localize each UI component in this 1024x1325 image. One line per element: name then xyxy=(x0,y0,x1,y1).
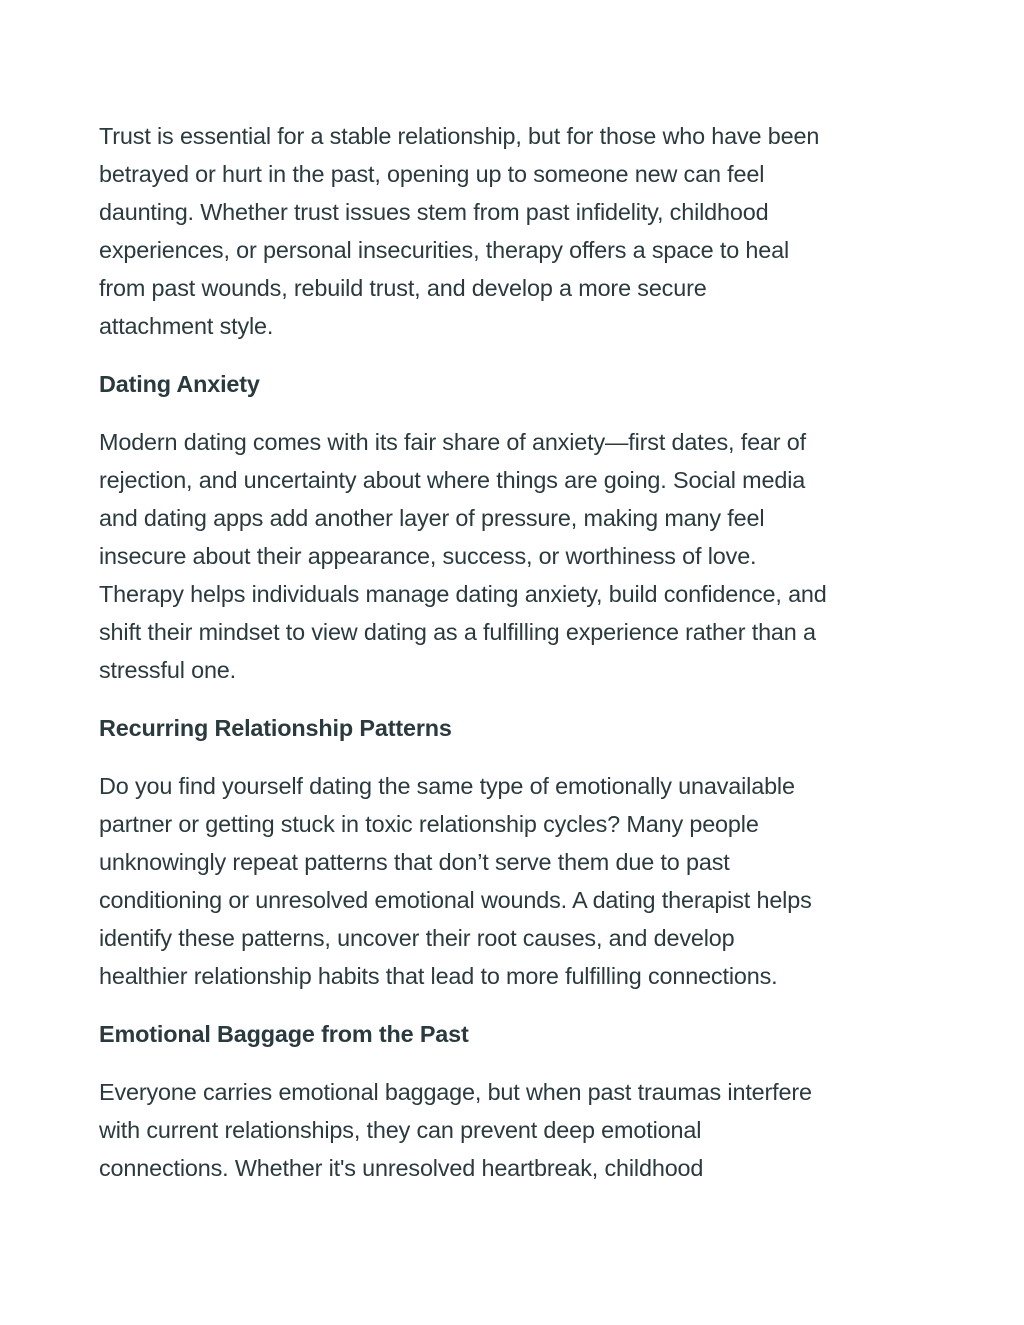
text-line: conditioning or unresolved emotional wounds. A dating therapist helps xyxy=(99,887,812,913)
text-line: from past wounds, rebuild trust, and develop a more secure xyxy=(99,275,707,301)
text-line: stressful one. xyxy=(99,657,237,683)
text-line: Trust is essential for a stable relationship, but for those who have been xyxy=(99,123,820,149)
text-line: Modern dating comes with its fair share of anxiety—first dates, fear of xyxy=(99,429,806,455)
text-line: partner or getting stuck in toxic relationship cycles? Many people xyxy=(99,811,759,837)
paragraph-recurring-patterns xyxy=(99,767,929,995)
text-line: Do you find yourself dating the same type of emotionally unavailable xyxy=(99,773,795,799)
text-line: Therapy helps individuals manage dating anxiety, build confidence, and xyxy=(99,581,827,607)
text-line: betrayed or hurt in the past, opening up to someone new can feel xyxy=(99,161,765,187)
text-line: and dating apps add another layer of pressure, making many feel xyxy=(99,505,765,531)
text-line: unknowingly repeat patterns that don’t serve them due to past xyxy=(99,849,730,875)
text-line: experiences, or personal insecurities, therapy offers a space to heal xyxy=(99,237,790,263)
text-line: insecure about their appearance, success, or worthiness of love. xyxy=(99,543,757,569)
text-line: with current relationships, they can prevent deep emotional xyxy=(99,1117,702,1143)
heading-recurring-patterns: Recurring Relationship Patterns xyxy=(99,715,452,741)
paragraph-dating-anxiety xyxy=(99,423,929,689)
text-line: shift their mindset to view dating as a fulfilling experience rather than a xyxy=(99,619,816,645)
heading-dating-anxiety: Dating Anxiety xyxy=(99,371,260,397)
text-line: daunting. Whether trust issues stem from past infidelity, childhood xyxy=(99,199,769,225)
paragraph-emotional-baggage xyxy=(99,1073,929,1187)
paragraph-trust xyxy=(99,117,929,345)
text-line: identify these patterns, uncover their root causes, and develop xyxy=(99,925,735,951)
text-line: healthier relationship habits that lead to more fulfilling connections. xyxy=(99,963,778,989)
text-line: attachment style. xyxy=(99,313,274,339)
document-page xyxy=(99,117,929,1187)
heading-emotional-baggage: Emotional Baggage from the Past xyxy=(99,1021,469,1047)
text-line: connections. Whether it's unresolved heartbreak, childhood xyxy=(99,1155,704,1181)
text-line: Everyone carries emotional baggage, but when past traumas interfere xyxy=(99,1079,812,1105)
text-line: rejection, and uncertainty about where things are going. Social media xyxy=(99,467,806,493)
